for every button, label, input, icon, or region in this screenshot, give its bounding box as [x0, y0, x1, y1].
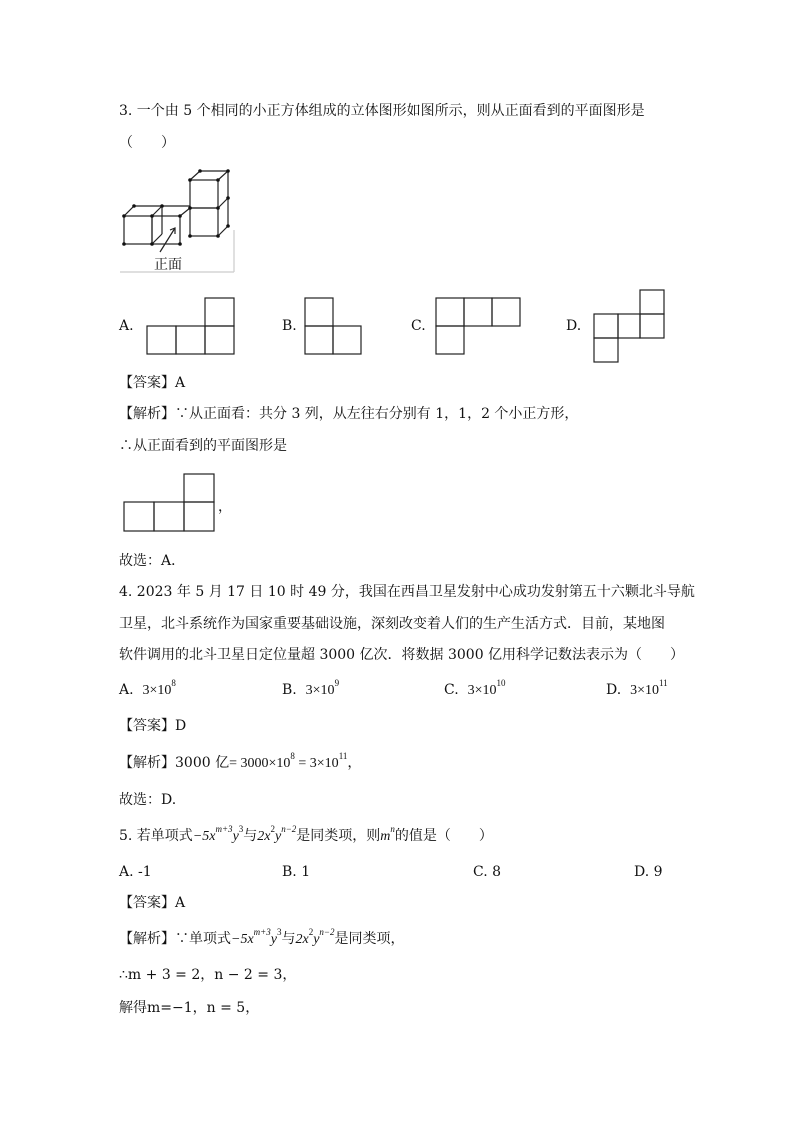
q5-analysis: 【解析】∵单项式$-5x^{m+3}y^3$与$2x^2y^{n-2}$是同类项， [119, 927, 405, 947]
q4-stem-3: 软件调用的北斗卫星日定位量超 3000 亿次．将数据 3000 亿用科学记数法表示为（ ） [119, 647, 685, 663]
q4-option-d: D. $3\times 10^{11}$ [606, 678, 668, 698]
q3-analysis-1: 【解析】∵从正面看：共分 3 列，从左往右分别有 1，1，2 个小正方形， [119, 406, 579, 422]
q3-option-a-label: A. [119, 318, 134, 334]
q5-equation-line: ∴m + 3 = 2，n − 2 = 3， [119, 967, 297, 983]
q3-analysis-2: ∴从正面看到的平面图形是 [119, 438, 287, 454]
q5-solve-line: 解得m=−1，n = 5， [119, 1000, 260, 1016]
q5-option-b: B. 1 [282, 864, 311, 880]
q3-conclusion: 故选：A． [119, 553, 186, 569]
q5-option-c: C. 8 [473, 864, 502, 880]
q4-answer: 【答案】D [119, 718, 187, 734]
q3-option-b-figure [303, 296, 365, 356]
q3-analysis-comma: ， [218, 499, 232, 515]
q3-answer: 【答案】A [119, 375, 186, 391]
q3-option-c-figure [434, 296, 526, 356]
q3-answer-paren: （ ） [119, 135, 175, 151]
q5-option-d: D. 9 [634, 864, 663, 880]
q3-option-d-figure [592, 288, 672, 366]
q5-answer: 【答案】A [119, 895, 186, 911]
q4-conclusion: 故选：D. [119, 792, 177, 808]
q4-analysis: 【解析】3000 亿= $3000\times 10^8 = 3\times 10^{11}$， [119, 751, 362, 771]
q3-option-c-label: C. [411, 318, 426, 334]
front-label: 正面 [154, 257, 182, 273]
q3-option-a-figure [145, 296, 237, 356]
q5-option-a: A. -1 [119, 864, 152, 880]
q5-stem: 5. 若单项式$-5x^{m+3}y^3$与$2x^2y^{n-2}$是同类项，则$m^n$的值是（ ） [119, 824, 493, 844]
q3-option-b-label: B. [282, 318, 297, 334]
q4-stem-2: 卫星，北斗系统作为国家重要基础设施，深刻改变着人们的生产生活方式．目前，某地图 [119, 616, 665, 632]
q3-option-d-label: D. [566, 318, 582, 334]
q4-option-b: B. $3\times 10^9$ [282, 678, 340, 698]
q4-option-c: C. $3\times 10^{10}$ [444, 678, 506, 698]
q3-stem: 3. 一个由 5 个相同的小正方体组成的立体图形如图所示，则从正面看到的平面图形是 [119, 103, 645, 119]
q4-option-a: A. $3\times 10^8$ [119, 678, 176, 698]
q4-stem-1: 4. 2023 年 5 月 17 日 10 时 49 分，我国在西昌卫星发射中心成功发射第五十六颗北斗导航 [119, 584, 695, 600]
q3-analysis-figure [122, 472, 218, 534]
